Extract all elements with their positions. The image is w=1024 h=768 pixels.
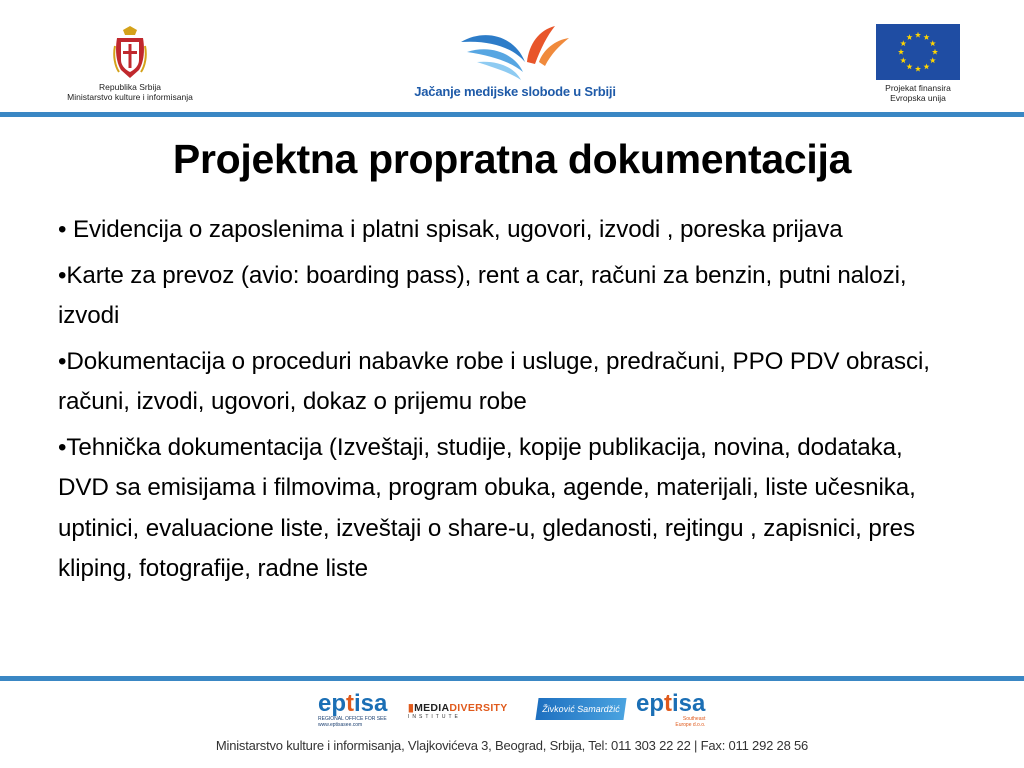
bullet-item: • Evidencija o zaposlenima i platni spisak, ugovori, izvodi , poreska prijava (58, 216, 843, 243)
project-wave-bird-icon (455, 22, 575, 82)
project-name: Jačanje medijske slobode u Srbiji (414, 84, 616, 99)
header-divider (0, 112, 1024, 117)
bullet-item: •Karte za prevoz (avio: boarding pass), rent a car, računi za benzin, putni nalozi, izvodi (58, 261, 907, 329)
serbia-logo-line1: Republika Srbija (99, 82, 161, 92)
footer-divider (0, 676, 1024, 681)
eptisa-sub2: www.eptisasee.com (318, 722, 363, 728)
serbia-ministry-logo (60, 26, 200, 102)
zivkovic-samardzic-logo (537, 698, 625, 720)
eptisa-sub2: Europe d.o.o. (675, 722, 706, 728)
eptisa-southeast-logo (636, 692, 705, 728)
mdi-subtitle: INSTITUTE (408, 714, 461, 720)
media-diversity-institute-logo (408, 702, 508, 720)
eu-logo-line2: Evropska unija (890, 93, 946, 103)
footer-address: Ministarstvo kulture i informisanja, Vlajkovićeva 3, Beograd, Srbija, Tel: 011 303 22 22 | Fax: 011 292 28 56 (215, 738, 809, 753)
mdi-wordmark: ▮MEDIADIVERSITY (408, 702, 508, 714)
zs-label: Živković Samardžić (535, 698, 626, 720)
eu-funding-logo (870, 24, 966, 103)
serbia-logo-line2: Ministarstvo kulture i informisanja (67, 92, 193, 102)
bullet-item: •Dokumentacija o proceduri nabavke robe i usluge, predračuni, PPO PDV obrasci, računi, izvodi, ugovori, dokaz o prijemu robe (58, 347, 930, 415)
serbia-coat-of-arms-icon (113, 26, 147, 82)
partner-logos (0, 692, 1024, 732)
eptisa-sub1: REGIONAL OFFICE FOR SEE (318, 716, 387, 722)
eptisa-regional-logo (318, 692, 387, 728)
bullet-list (58, 210, 958, 595)
slide-title: Projektna propratna dokumentacija (172, 136, 852, 182)
eptisa-wordmark: eptisa (636, 690, 706, 717)
eu-logo-line1: Projekat finansira (885, 83, 951, 93)
project-logo (395, 22, 635, 99)
slide-header (0, 0, 1024, 112)
bullet-item: •Tehnička dokumentacija (Izveštaji, studije, kopije publikacija, novina, dodataka, DVD sa emisijama i filmovima, program obuka, agende, materijali, liste učesnika, uptinici, evaluacione liste, izveštaji o share-u, gledanosti, rejtingu , zapisnici, pres kliping, fotografije, radne liste (58, 433, 916, 582)
eu-flag-icon (876, 24, 960, 80)
eptisa-wordmark: eptisa (318, 690, 388, 717)
eptisa-sub1: Southeast (682, 716, 706, 722)
